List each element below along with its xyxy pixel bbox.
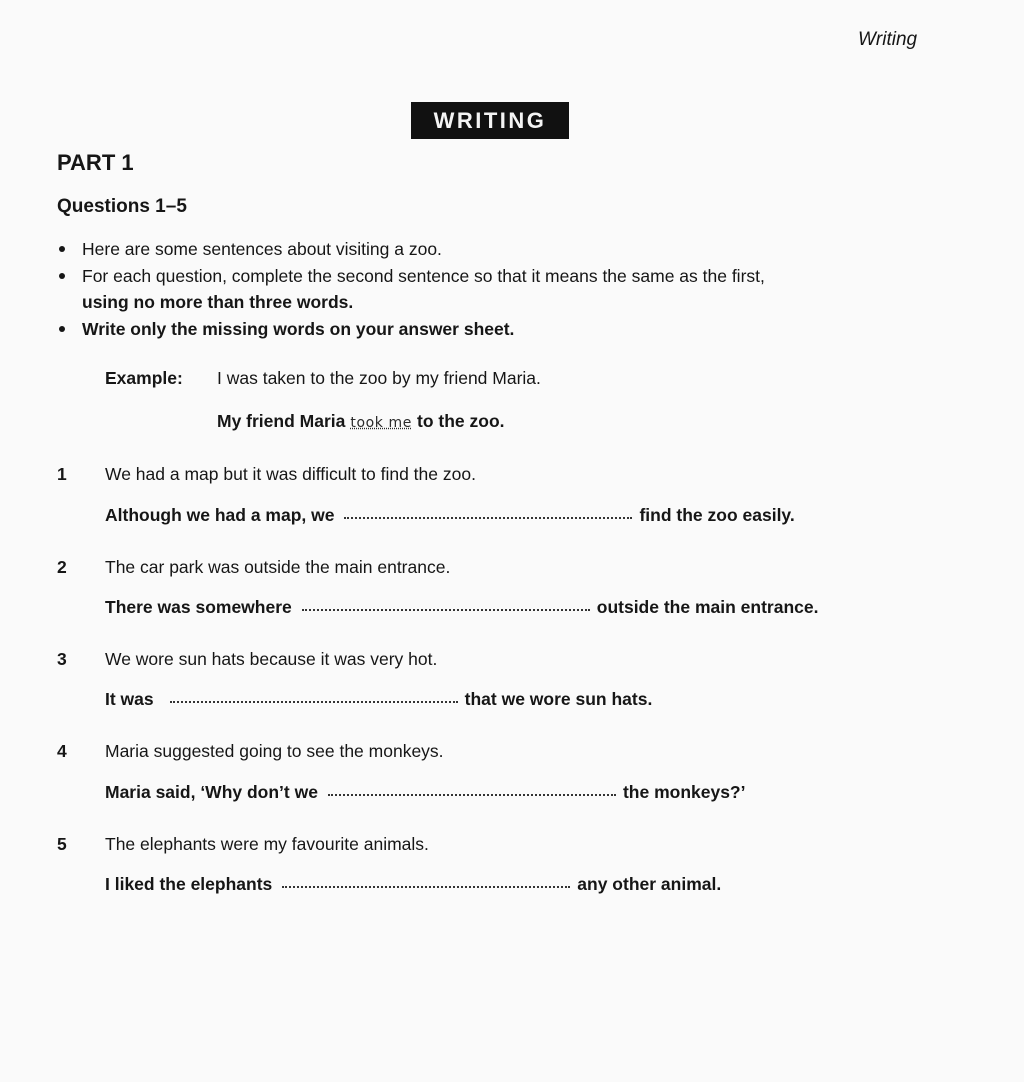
answer-blank[interactable] [302,608,590,611]
instruction-text: For each question, complete the second sentence so that it means the same as the first, [82,265,765,286]
instruction-text-bold: using no more than three words. [82,292,354,312]
example-answer-start: My friend Maria [217,411,346,431]
example-filled-answer: took me [350,415,413,431]
part-title: PART 1 [57,150,134,175]
prompt-end: the monkeys?’ [622,782,746,802]
instruction-item [57,236,907,263]
instruction-text-bold: Write only the missing words on your answer sheet. [82,318,515,339]
example-answer-end: to the zoo. [417,411,505,431]
question-number: 5 [57,834,67,854]
prompt-start: Although we had a map, we [105,505,335,525]
answer-blank[interactable] [170,700,458,703]
question-number: 4 [57,741,67,761]
question-prompt [105,689,652,710]
question-sentence: We wore sun hats because it was very hot. [105,649,438,669]
instructions-list [57,236,907,342]
prompt-end: any other animal. [577,874,722,894]
instruction-item [57,316,907,343]
question-prompt [105,874,721,895]
answer-blank[interactable] [328,793,616,796]
section-banner [411,102,569,139]
answer-blank[interactable] [344,516,632,519]
question-prompt [105,597,818,618]
answer-blank[interactable] [282,885,570,888]
question-number: 1 [57,464,67,484]
section-banner-label: WRITING [433,107,547,133]
example-sentence: I was taken to the zoo by my friend Maria. [217,368,541,388]
example-answer [217,411,505,432]
prompt-end: that we wore sun hats. [464,689,653,709]
question-sentence: We had a map but it was difficult to find the zoo. [105,464,476,484]
question-number: 2 [57,557,67,577]
question-sentence: Maria suggested going to see the monkeys. [105,741,444,761]
prompt-start: It was [105,689,154,709]
prompt-end: find the zoo easily. [639,505,795,525]
prompt-start: I liked the elephants [105,874,273,894]
question-prompt [105,782,746,803]
instruction-text: Here are some sentences about visiting a zoo. [82,239,442,259]
question-sentence: The car park was outside the main entrance. [105,557,451,577]
running-header: Writing [858,29,918,50]
question-prompt [105,505,795,526]
question-number: 3 [57,649,67,669]
example-label: Example: [105,368,183,388]
prompt-end: outside the main entrance. [596,597,819,617]
instruction-item [57,263,907,316]
questions-range: Questions 1–5 [57,196,187,217]
prompt-start: Maria said, ‘Why don’t we [105,782,318,802]
prompt-start: There was somewhere [105,597,292,617]
question-sentence: The elephants were my favourite animals. [105,834,429,854]
